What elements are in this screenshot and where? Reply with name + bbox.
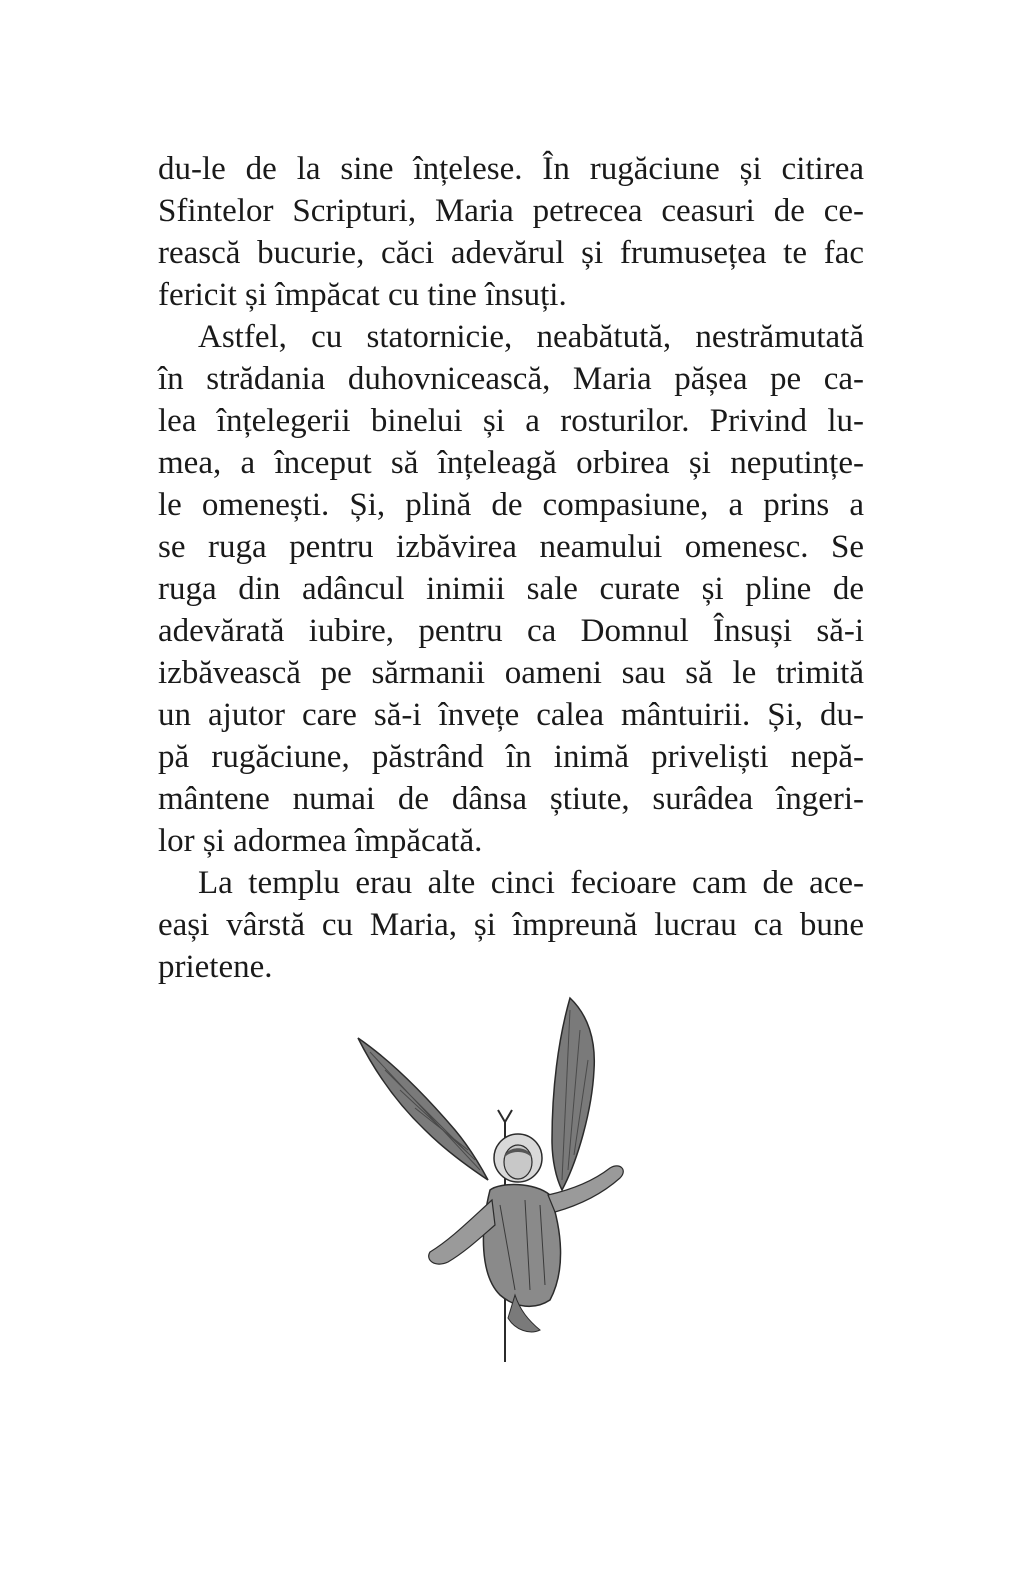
text-line: La templu erau alte cinci fecioare cam de ace- bbox=[198, 865, 864, 901]
text-line: mântene numai de dânsa știute, surâdea îngeri- bbox=[158, 781, 864, 817]
angel-icon bbox=[330, 990, 690, 1370]
text-line: lor și adormea împăcată. bbox=[158, 823, 483, 859]
text-line: un ajutor care să-i învețe calea mântuirii. Și, du- bbox=[158, 697, 864, 733]
text-line: fericit și împăcat cu tine însuți. bbox=[158, 277, 567, 313]
text-line: le omenești. Și, plină de compasiune, a prins a bbox=[158, 487, 864, 523]
text-line: Astfel, cu statornicie, neabătută, nestrămutată bbox=[198, 319, 864, 355]
text-line: prietene. bbox=[158, 949, 273, 985]
text-line: pă rugăciune, păstrând în inimă priveliști nepă- bbox=[158, 739, 864, 775]
text-line: adevărată iubire, pentru ca Domnul Însuși să-i bbox=[158, 613, 864, 649]
text-line: se ruga pentru izbăvirea neamului omenesc. Se bbox=[158, 529, 864, 565]
text-line: eași vârstă cu Maria, și împreună lucrau ca bune bbox=[158, 907, 864, 943]
text-line: mea, a început să înțeleagă orbirea și neputințe- bbox=[158, 445, 864, 481]
text-line: Sfintelor Scripturi, Maria petrecea ceasuri de ce- bbox=[158, 193, 864, 229]
text-line: lea înțelegerii binelui și a rosturilor. Privind lu- bbox=[158, 403, 864, 439]
text-line: izbăvească pe sărmanii oameni sau să le trimită bbox=[158, 655, 864, 691]
text-line: rească bucurie, căci adevărul și frumusețea te fac bbox=[158, 235, 864, 271]
body-text bbox=[158, 148, 864, 988]
text-line: ruga din adâncul inimii sale curate și pline de bbox=[158, 571, 864, 607]
text-line: du-le de la sine înțelese. În rugăciune și citirea bbox=[158, 151, 864, 187]
text-line: în strădania duhovnicească, Maria pășea pe ca- bbox=[158, 361, 864, 397]
